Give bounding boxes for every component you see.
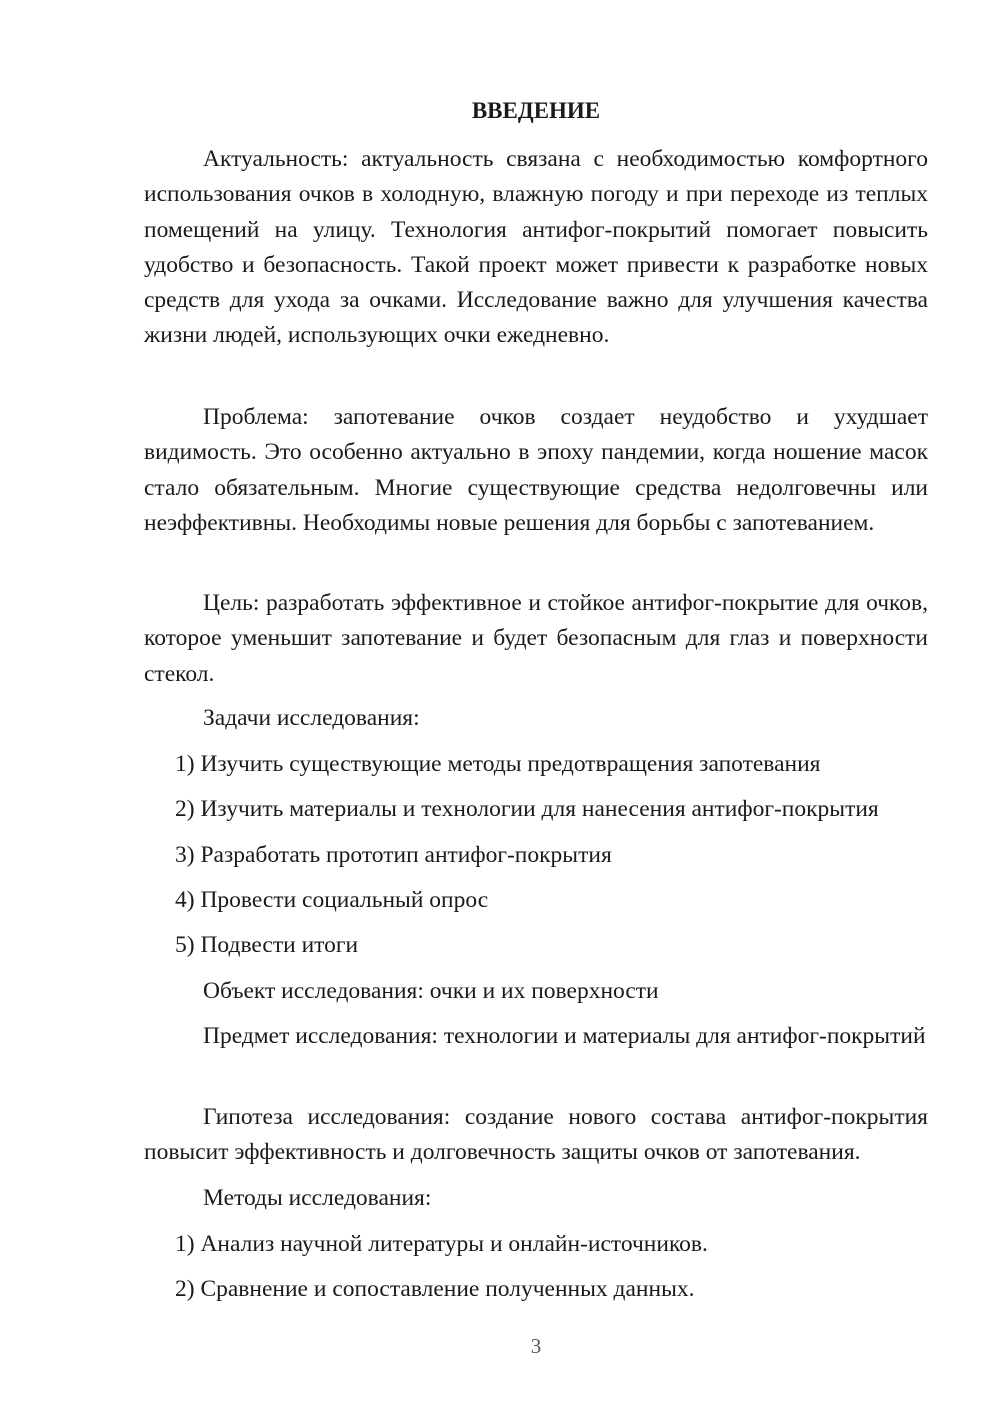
task-item: 3) Разработать прототип антифог-покрытия xyxy=(175,842,612,868)
page-number: 3 xyxy=(530,1334,542,1358)
task-item: 5) Подвести итоги xyxy=(175,932,359,958)
hypothesis-paragraph: Гипотеза исследования: создание нового состава антифог-покрытия повысит эффективность и долговечность защиты очков от запотевания. xyxy=(144,1104,928,1166)
tasks-heading: Задачи исследования: xyxy=(203,705,420,731)
task-item: 4) Провести социальный опрос xyxy=(175,887,489,913)
method-item: 2) Сравнение и сопоставление полученных данных. xyxy=(175,1276,695,1302)
object-line: Объект исследования: очки и их поверхности xyxy=(203,978,659,1004)
subject-paragraph: Предмет исследования: технологии и материалы для антифог-покрытий xyxy=(203,1023,926,1049)
goal-paragraph: Цель: разработать эффективное и стойкое антифог-покрытие для очков, которое уменьшит запотевание и будет безопасным для глаз и поверхности стекол. xyxy=(144,590,928,687)
method-item: 1) Анализ научной литературы и онлайн-источников. xyxy=(175,1231,708,1257)
document-title: ВВЕДЕНИЕ xyxy=(471,98,601,123)
relevance-paragraph: Актуальность: актуальность связана с необходимостью комфортного использования очков в холодную, влажную погоду и при переходе из теплых помещений на улицу. Технология антифог-покрытий помогает повысить удобство и безопасность. Такой проект может привести к разработке новых средств для ухода за очками. Исследование важно для улучшения качества жизни людей, использующих очки ежедневно. xyxy=(144,146,928,349)
document-page xyxy=(144,0,928,1414)
methods-heading: Методы исследования: xyxy=(203,1185,432,1211)
task-item: 2) Изучить материалы и технологии для нанесения антифог-покрытия xyxy=(175,796,879,822)
task-item: 1) Изучить существующие методы предотвращения запотевания xyxy=(175,751,821,777)
problem-paragraph: Проблема: запотевание очков создает неудобство и ухудшает видимость. Это особенно актуально в эпоху пандемии, когда ношение масок стало обязательным. Многие существующие средства недолговечны или неэффективны. Необходимы новые решения для борьбы с запотеванием. xyxy=(144,404,928,536)
